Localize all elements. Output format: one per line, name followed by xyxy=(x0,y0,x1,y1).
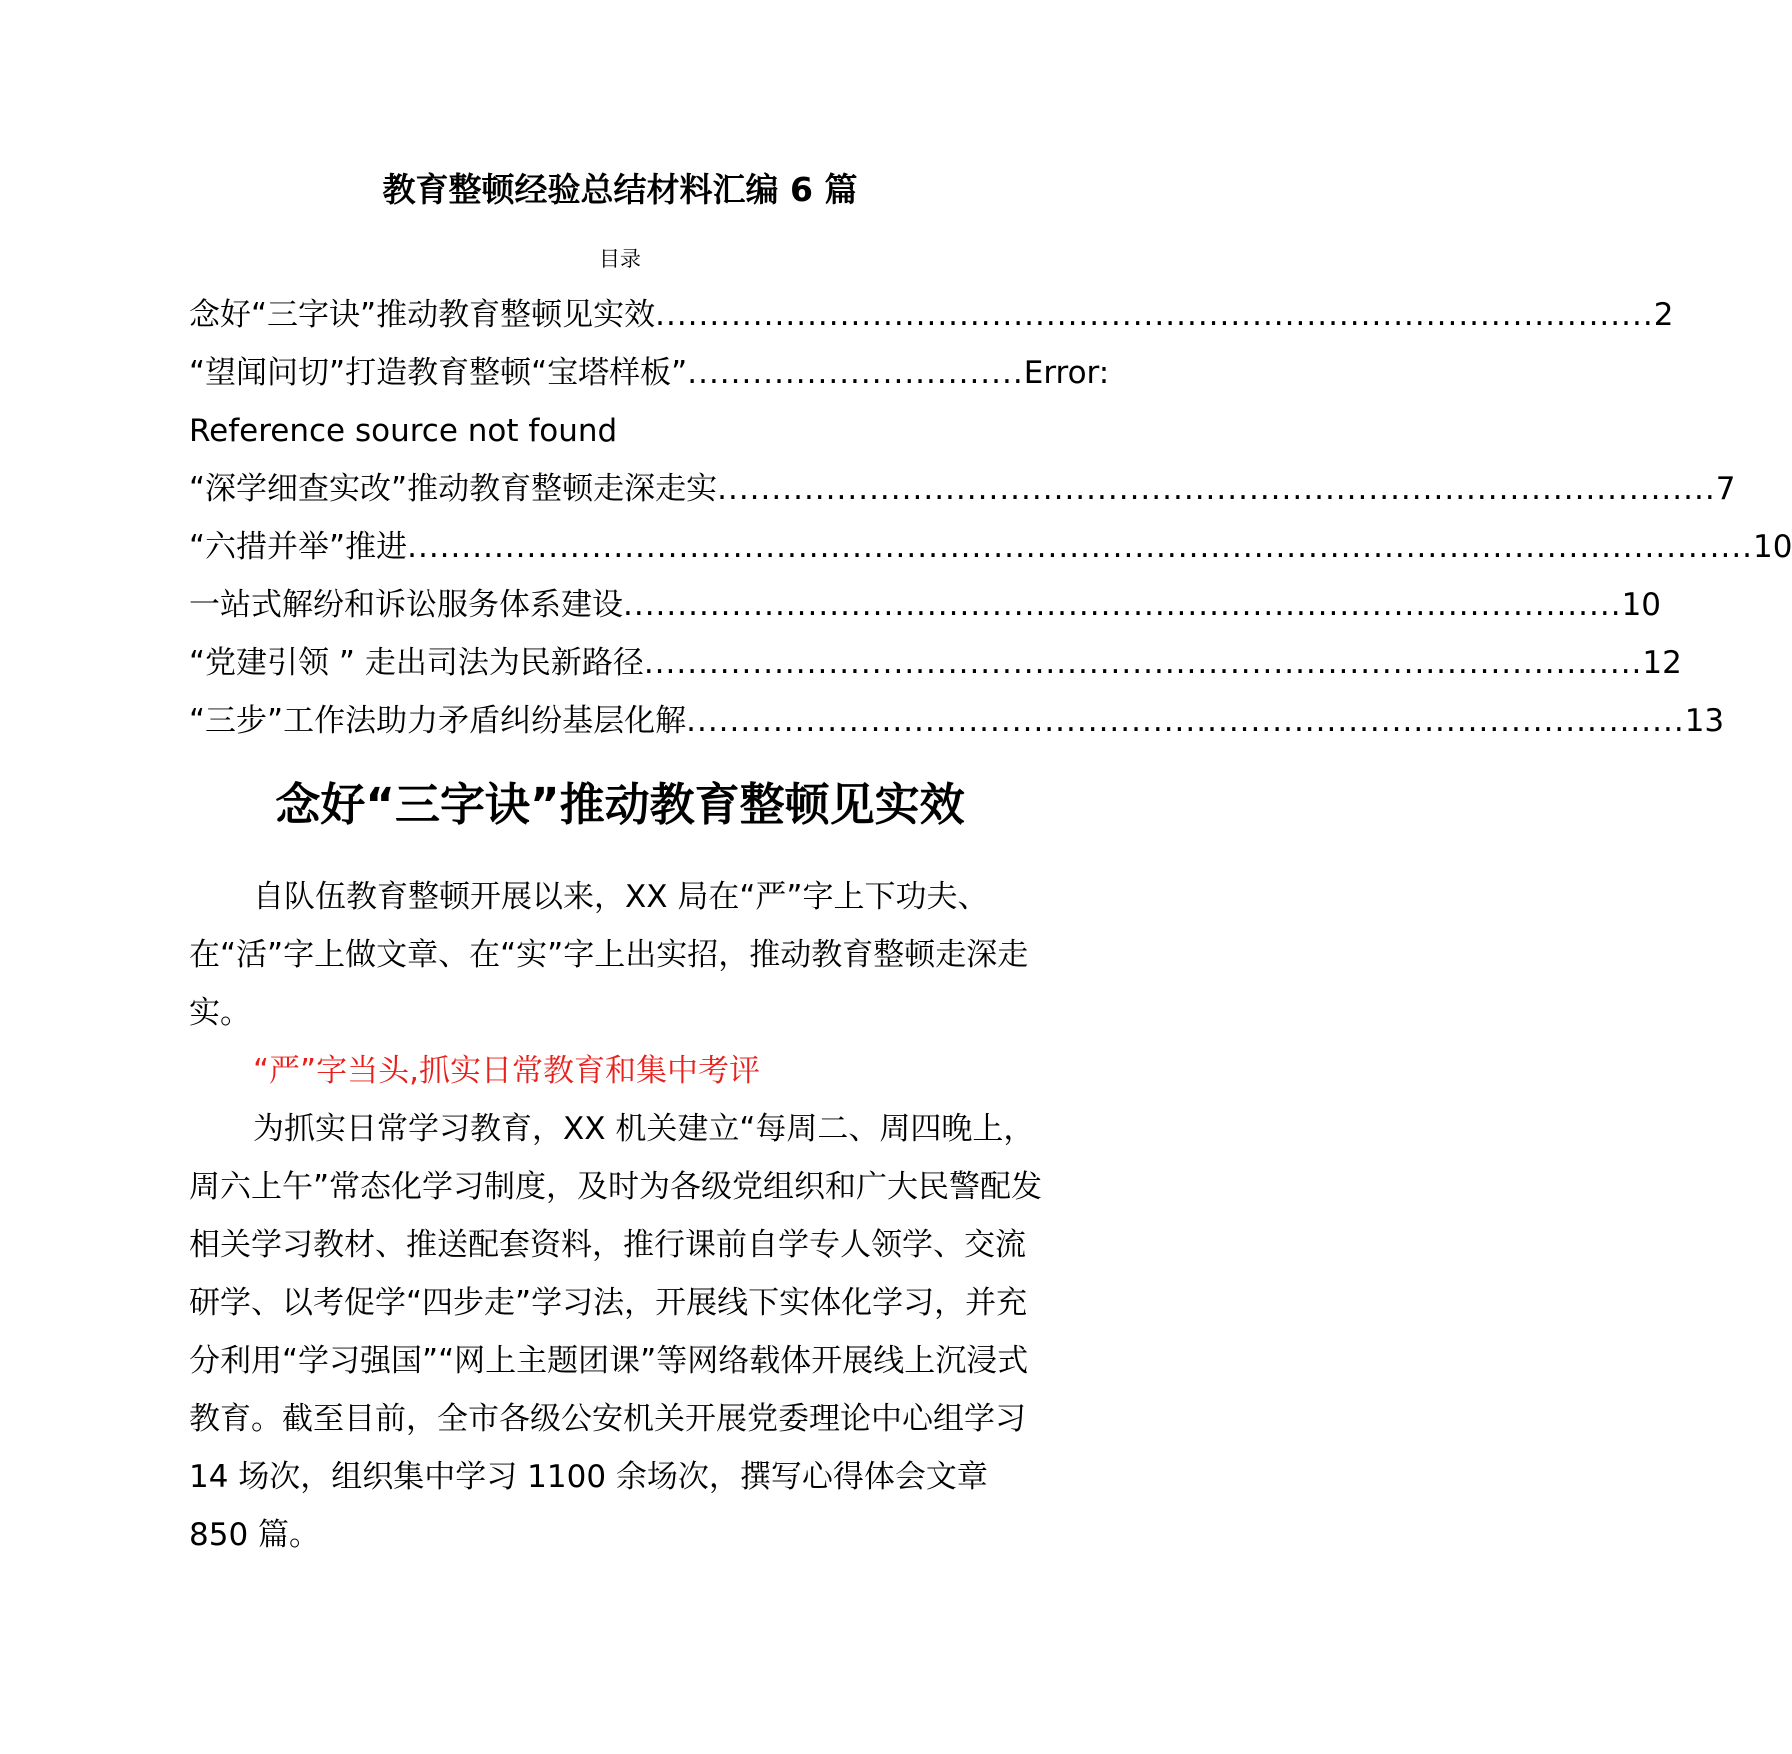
toc-entry[interactable] xyxy=(189,344,1110,460)
toc-entry[interactable] xyxy=(189,460,1736,518)
toc-leader-dots: ............................................................................................................................ xyxy=(407,529,1754,565)
toc-entry-title: “党建引领 ” 走出司法为民新路径 xyxy=(189,645,644,681)
intro-paragraph: 自队伍教育整顿开展以来，XX 局在“严”字上下功夫、在“活”字上做文章、在“实”字上出实招，推动教育整顿走深走实。 xyxy=(189,879,1029,1031)
toc-entry-title: “三步”工作法助力矛盾纠纷基层化解 xyxy=(189,703,687,739)
toc-leader-dots: ............................................................................................ xyxy=(623,587,1622,623)
toc-entry[interactable] xyxy=(189,634,1682,692)
article-body xyxy=(189,868,1055,1564)
toc-entry-title: “望闻问切”打造教育整顿“宝塔样板” xyxy=(189,355,688,391)
toc-page-number: 10 xyxy=(1621,587,1662,623)
body-paragraph: 为抓实日常学习教育，XX 机关建立“每周二、周四晚上，周六上午”常态化学习制度，及时为各级党组织和广大民警配发相关学习教材、推送配套资料，推行课前自学专人领学、交流研学、以考促学“四步走”学习法，开展线下实体化学习，并充分利用“学习强国”“网上主题团课”等网络载体开展线上沉浸式教育。截至目前，全市各级公安机关开展党委理论中心组学习 14 场次，组织集中学习 1100 余场次，撰写心得体会文章 850 篇。 xyxy=(189,1111,1043,1553)
document-title: 教育整顿经验总结材料汇编 6 篇 xyxy=(382,170,858,209)
toc-entry[interactable] xyxy=(189,286,1674,344)
toc-page-number: 13 xyxy=(1684,703,1725,739)
toc-entry-title: “六措并举”推进 xyxy=(189,529,408,565)
toc-page-number: 10 xyxy=(1753,529,1792,565)
toc-label: 目录 xyxy=(599,247,641,271)
toc-entry[interactable] xyxy=(189,518,1792,576)
toc-error-text: Reference source not found xyxy=(189,413,618,449)
toc-entry-title: 念好“三字诀”推动教育整顿见实效 xyxy=(189,297,656,333)
toc-entry-title: 一站式解纷和诉讼服务体系建设 xyxy=(189,587,623,623)
toc-page-number: 12 xyxy=(1642,645,1682,681)
toc-leader-dots: ............................................................................................ xyxy=(643,645,1643,681)
article-title: 念好“三字诀”推动教育整顿见实效 xyxy=(275,778,965,831)
toc-entry-title: “深学细查实改”推动教育整顿走深走实 xyxy=(189,471,718,507)
toc-page-number: Error: xyxy=(1023,355,1110,391)
toc-entry[interactable] xyxy=(189,692,1725,750)
toc-leader-dots: ............................................................................................ xyxy=(655,297,1654,333)
toc-page-number: 2 xyxy=(1653,297,1674,333)
toc-leader-dots: ............................................................................................ xyxy=(717,471,1716,507)
toc-entry[interactable] xyxy=(189,576,1662,634)
section-subheading: “严”字当头,抓实日常教育和集中考评 xyxy=(253,1053,760,1089)
toc-leader-dots: ............................................................................................ xyxy=(686,703,1685,739)
toc-page-number: 7 xyxy=(1715,471,1736,507)
table-of-contents xyxy=(189,286,1792,750)
toc-leader-dots: ............................... xyxy=(687,355,1024,391)
